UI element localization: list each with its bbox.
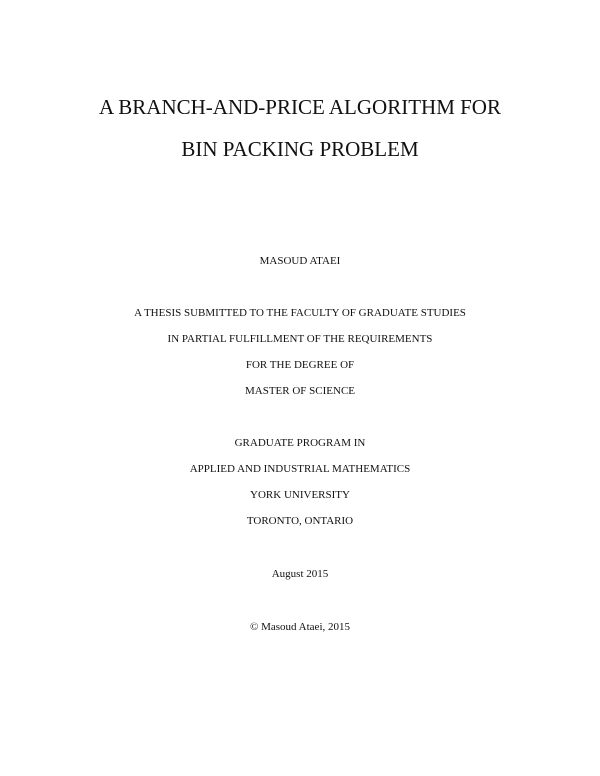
university-name: YORK UNIVERSITY [250, 489, 350, 501]
program-name: APPLIED AND INDUSTRIAL MATHEMATICS [189, 463, 411, 475]
program-line-1: GRADUATE PROGRAM IN [234, 437, 366, 449]
submission-date: August 2015 [271, 568, 329, 580]
copyright-notice: © Masoud Ataei, 2015 [249, 621, 350, 633]
submission-line-1: A THESIS SUBMITTED TO THE FACULTY OF GRADUATE STUDIES [134, 307, 466, 319]
degree-name: MASTER OF SCIENCE [244, 385, 356, 397]
thesis-title-line-2: BIN PACKING PROBLEM [181, 137, 419, 161]
thesis-title-line-1: A BRANCH-AND-PRICE ALGORITHM FOR [99, 95, 501, 119]
author-name: MASOUD ATAEI [259, 255, 341, 267]
university-location: TORONTO, ONTARIO [246, 515, 354, 527]
submission-line-2: IN PARTIAL FULFILLMENT OF THE REQUIREMENTS [167, 333, 433, 345]
submission-line-3: FOR THE DEGREE OF [245, 359, 355, 371]
